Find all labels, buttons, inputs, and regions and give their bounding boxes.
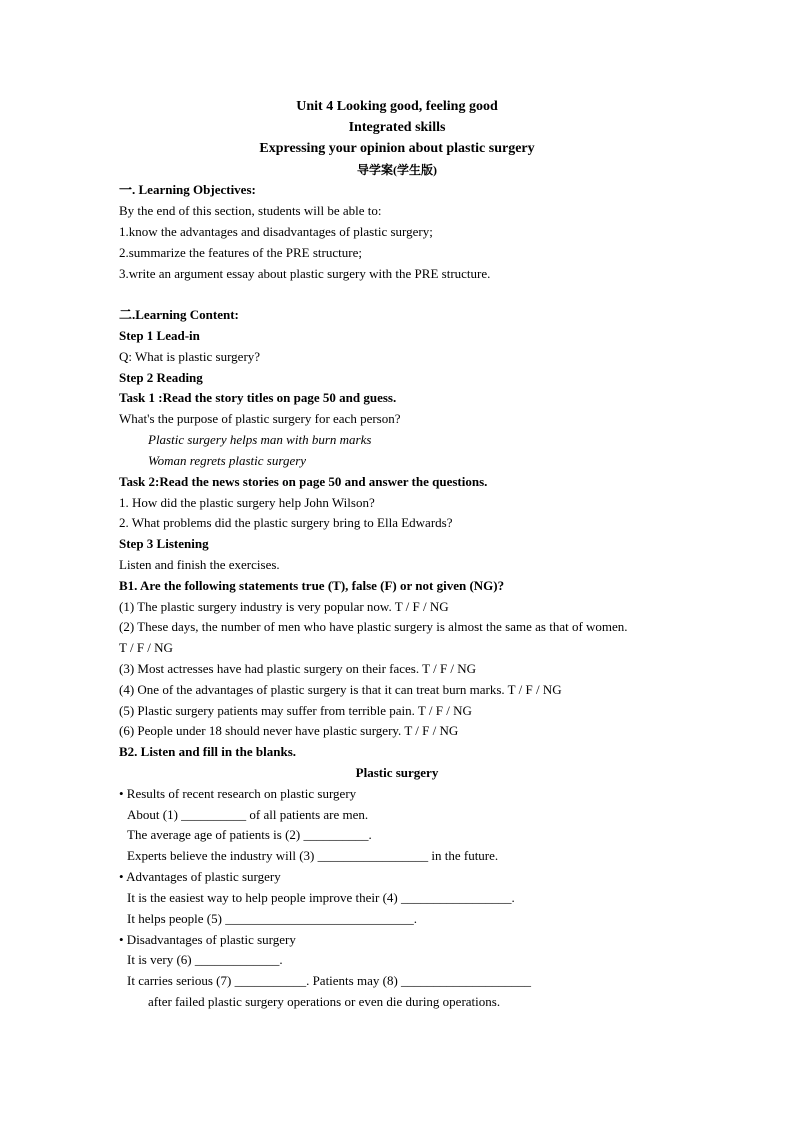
- fill-blank-line: It carries serious (7) ___________. Patients may (8) ____________________: [127, 973, 532, 988]
- b2-title: Plastic surgery: [355, 765, 439, 780]
- task2-heading: Task 2:Read the news stories on page 50 and answer the questions.: [119, 474, 488, 489]
- worksheet-subtitle: 导学案(学生版): [357, 163, 437, 177]
- fill-blank-line: The average age of patients is (2) __________.: [127, 827, 372, 842]
- b2-bullet-heading: • Disadvantages of plastic surgery: [119, 932, 296, 947]
- b1-statement: (3) Most actresses have had plastic surgery on their faces. T / F / NG: [119, 661, 477, 676]
- step2-heading: Step 2 Reading: [119, 370, 203, 385]
- b1-statement: (2) These days, the number of men who have plastic surgery is almost the same as that of women.: [119, 619, 628, 634]
- b1-statement: (1) The plastic surgery industry is very popular now. T / F / NG: [119, 599, 449, 614]
- b2-bullet-heading: • Advantages of plastic surgery: [119, 869, 281, 884]
- b1-statement: (5) Plastic surgery patients may suffer from terrible pain. T / F / NG: [119, 703, 472, 718]
- objective-item: 1.know the advantages and disadvantages of plastic surgery;: [119, 224, 433, 239]
- b2-bullet-heading: • Results of recent research on plastic surgery: [119, 786, 357, 801]
- b1-statement-options: T / F / NG: [119, 640, 173, 655]
- fill-blank-line: About (1) __________ of all patients are men.: [127, 807, 369, 822]
- b2-heading: B2. Listen and fill in the blanks.: [119, 744, 296, 759]
- task2-question: 1. How did the plastic surgery help John Wilson?: [119, 495, 375, 510]
- fill-blank-line: It helps people (5) _____________________________.: [127, 911, 417, 926]
- fill-blank-line: Experts believe the industry will (3) _________________ in the future.: [127, 848, 499, 863]
- fill-blank-line: It is the easiest way to help people improve their (4) _________________.: [127, 890, 515, 905]
- objective-item: 2.summarize the features of the PRE structure;: [119, 245, 362, 260]
- story-title: Plastic surgery helps man with burn marks: [148, 432, 372, 447]
- section-title: Integrated skills: [348, 120, 446, 135]
- lead-in-question: Q: What is plastic surgery?: [119, 349, 261, 364]
- listening-intro: Listen and finish the exercises.: [119, 557, 280, 572]
- task2-question: 2. What problems did the plastic surgery bring to Ella Edwards?: [119, 515, 453, 530]
- topic-title: Expressing your opinion about plastic surgery: [259, 141, 535, 156]
- unit-title: Unit 4 Looking good, feeling good: [296, 99, 498, 114]
- objective-item: 3.write an argument essay about plastic surgery with the PRE structure.: [119, 266, 491, 281]
- b1-statement: (6) People under 18 should never have plastic surgery. T / F / NG: [119, 723, 459, 738]
- b1-heading: B1. Are the following statements true (T), false (F) or not given (NG)?: [119, 578, 505, 593]
- task1-heading: Task 1 :Read the story titles on page 50 and guess.: [119, 390, 397, 405]
- task1-question: What's the purpose of plastic surgery for each person?: [119, 411, 401, 426]
- objectives-heading: 一. Learning Objectives:: [119, 182, 256, 197]
- story-title: Woman regrets plastic surgery: [148, 453, 307, 468]
- objectives-intro: By the end of this section, students will be able to:: [119, 203, 382, 218]
- step3-heading: Step 3 Listening: [119, 536, 209, 551]
- b1-statement: (4) One of the advantages of plastic surgery is that it can treat burn marks. T / F / NG: [119, 682, 562, 697]
- fill-blank-line: after failed plastic surgery operations or even die during operations.: [148, 994, 501, 1009]
- step1-heading: Step 1 Lead-in: [119, 328, 200, 343]
- content-heading: 二.Learning Content:: [119, 307, 239, 322]
- fill-blank-line: It is very (6) _____________.: [127, 952, 283, 967]
